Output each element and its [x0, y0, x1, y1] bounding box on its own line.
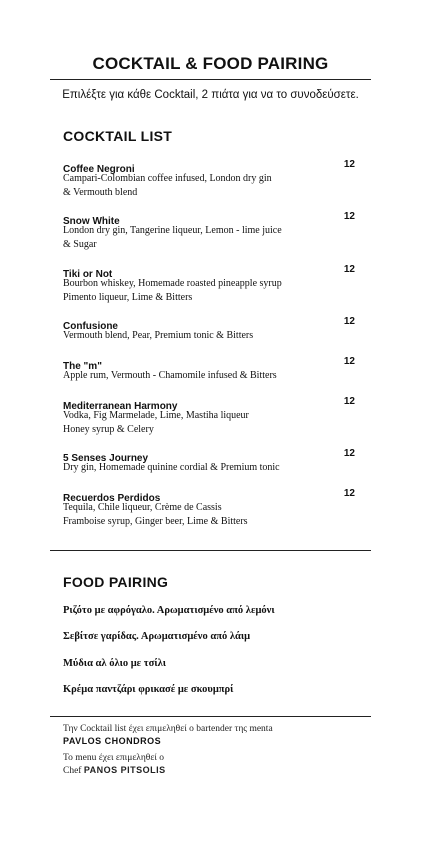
cocktail-item: [63, 356, 355, 383]
credits: [63, 724, 363, 777]
cocktail-name: 5 Senses Journey: [63, 453, 149, 464]
cocktail-description: Honey syrup & Celery: [63, 423, 154, 435]
cocktail-price: 12: [343, 448, 355, 459]
cocktail-description: Tequila, Chile liqueur, Crème de Cassis: [63, 502, 222, 513]
cocktail-description: Bourbon whiskey, Homemade roasted pineapple syrup: [63, 278, 282, 289]
food-item: Ριζότο με αφρόγαλο. Αρωματισμένο από λεμόνι: [63, 605, 275, 616]
cocktail-description: Apple rum, Vermouth - Chamomile infused & Bitters: [63, 370, 277, 381]
bartender-credit: Την Cocktail list έχει επιμεληθεί ο bartender της menta: [63, 724, 273, 734]
cocktail-list-title: COCKTAIL LIST: [63, 128, 173, 144]
cocktail-description: & Sugar: [63, 238, 97, 250]
cocktail-name: Coffee Negroni: [63, 164, 135, 175]
page-subtitle: Επιλέξτε για κάθε Cocktail, 2 πιάτα για να το συνοδεύσετε.: [62, 89, 359, 101]
credits-divider: [50, 716, 371, 717]
cocktail-price: 12: [343, 396, 355, 407]
cocktail-price: 12: [343, 316, 355, 327]
cocktail-name: Confusione: [63, 321, 118, 332]
cocktail-description: Vodka, Fig Marmelade, Lime, Mastiha liqueur: [63, 410, 249, 421]
title-divider: [50, 79, 371, 80]
cocktail-description: Dry gin, Homemade quinine cordial & Premium tonic: [63, 462, 280, 473]
cocktail-item: [63, 448, 355, 475]
cocktail-price: 12: [343, 488, 355, 499]
food-item: Κρέμα παντζάρι φρικασέ με σκουμπρί: [63, 684, 234, 695]
page-title: COCKTAIL & FOOD PAIRING: [92, 54, 329, 73]
cocktail-item: [63, 159, 355, 199]
cocktail-name: The "m": [63, 361, 102, 372]
cocktail-item: [63, 211, 355, 251]
cocktail-price: 12: [343, 356, 355, 367]
cocktail-description: Framboise syrup, Ginger beer, Lime & Bitters: [63, 515, 248, 527]
cocktail-price: 12: [343, 211, 355, 222]
cocktail-item: [63, 316, 355, 343]
cocktail-description: Vermouth blend, Pear, Premium tonic & Bitters: [63, 330, 254, 341]
cocktail-name: Mediterranean Harmony: [63, 401, 178, 412]
food-item: Μύδια αλ όλιο με τσίλι: [63, 658, 167, 669]
cocktail-name: Tiki or Not: [63, 269, 113, 280]
food-item: Σεβίτσε γαρίδας. Αρωματισμένο από λάιμ: [63, 631, 251, 642]
cocktail-item: [63, 264, 355, 304]
chef-name: PANOS PITSOLIS: [83, 764, 166, 775]
section-divider: [50, 550, 371, 551]
cocktail-description: London dry gin, Tangerine liqueur, Lemon - lime juice: [63, 225, 282, 236]
cocktail-description: Campari-Colombian coffee infused, London dry gin: [63, 173, 272, 184]
cocktail-name: Snow White: [63, 216, 120, 227]
cocktail-price: 12: [343, 264, 355, 275]
cocktail-description: & Vermouth blend: [63, 186, 138, 198]
cocktail-description: Pimento liqueur, Lime & Bitters: [63, 291, 193, 303]
cocktail-item: [63, 488, 355, 528]
cocktail-price: 12: [343, 159, 355, 170]
food-pairing-title: FOOD PAIRING: [63, 574, 169, 590]
cocktail-item: [63, 396, 355, 436]
bartender-name: PAVLOS CHONDROS: [63, 735, 162, 746]
chef-credit: Το menu έχει επιμεληθεί ο: [63, 753, 165, 763]
cocktail-name: Recuerdos Perdidos: [63, 493, 161, 504]
chef-prefix: Chef: [63, 765, 82, 776]
